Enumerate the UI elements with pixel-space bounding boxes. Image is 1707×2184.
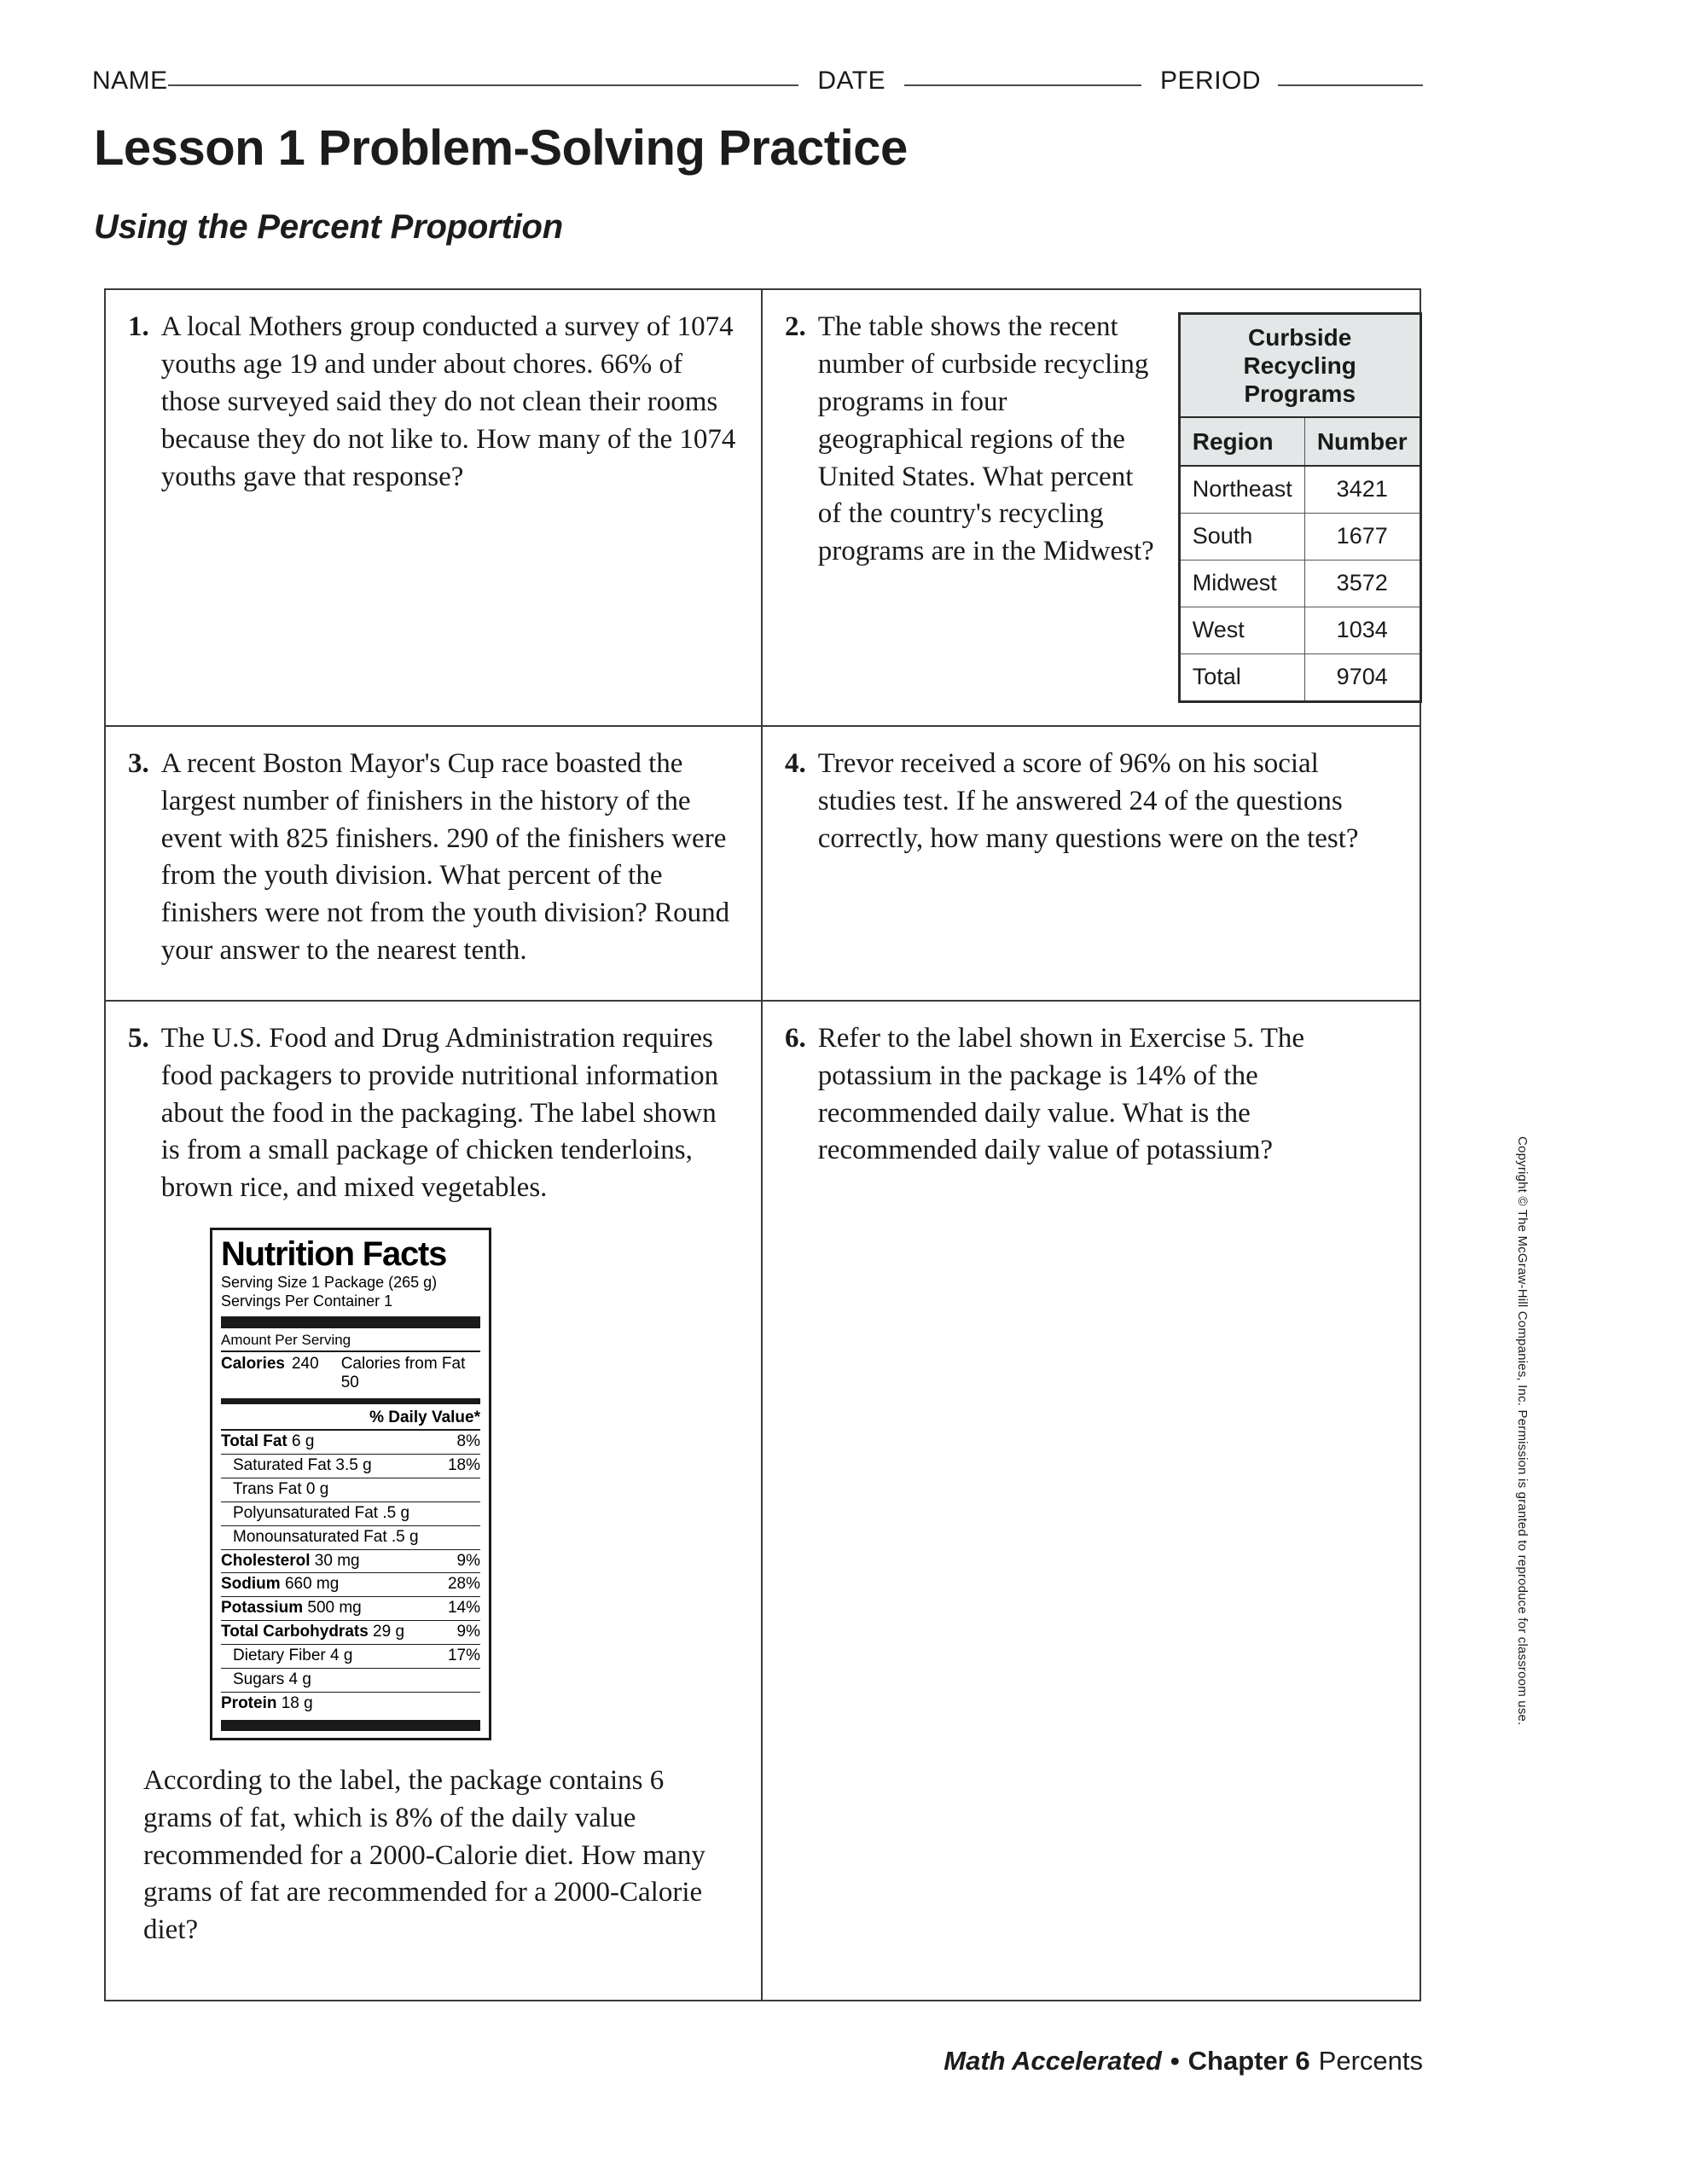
problem-1 — [128, 309, 739, 496]
exercise-row — [106, 1002, 1420, 2000]
nutrient-pct: 17% — [447, 1647, 480, 1665]
nutrient-row-total-fat — [221, 1431, 480, 1455]
period-write-in-line[interactable] — [1278, 84, 1423, 86]
period-label: PERIOD — [1160, 67, 1262, 95]
daily-value-header: % Daily Value* — [221, 1407, 480, 1431]
nutrient-row-dietary-fiber — [221, 1645, 480, 1669]
cell-number-northeast: 3421 — [1304, 466, 1420, 513]
exercise-cell-1 — [106, 290, 763, 725]
worksheet-header-fields — [92, 67, 1423, 96]
calories-label: Calories — [221, 1355, 285, 1374]
problem-4-number: 4. — [785, 747, 806, 779]
calories-from-fat: Calories from Fat 50 — [340, 1355, 466, 1392]
problem-3 — [128, 746, 739, 970]
problem-2-number: 2. — [785, 311, 806, 342]
exercise-cell-2 — [763, 290, 1420, 725]
exercise-cell-6 — [763, 1002, 1420, 2000]
nutrient-row-saturated-fat — [221, 1455, 480, 1478]
problem-5-text: The U.S. Food and Drug Administration requires food packagers to provide nutritional information about the food in the packaging. The label shown is from a small package of chicken tenderloins, brown rice, and mixed vegetables. — [160, 1022, 719, 1204]
exercise-cell-4 — [763, 727, 1420, 1000]
date-label: DATE — [817, 67, 886, 95]
cell-number-south: 1677 — [1304, 514, 1420, 561]
exercise-cell-5 — [106, 1002, 763, 2000]
nutrient-amount: Sugars 4 g — [233, 1670, 311, 1689]
footer-topic: Percents — [1318, 2046, 1423, 2076]
nutrient-amount: 29 g — [368, 1623, 405, 1641]
nutrient-row-monounsaturated-fat — [221, 1526, 480, 1550]
calories-value: 240 — [291, 1355, 319, 1374]
nutrient-amount: Polyunsaturated Fat .5 g — [233, 1503, 410, 1522]
nutrient-row-sodium — [221, 1573, 480, 1597]
nutrient-name-bold: Cholesterol — [221, 1551, 311, 1570]
exercise-cell-3 — [106, 727, 763, 1000]
problem-4-text: Trevor received a score of 96% on his social studies test. If he answered 24 of the questions correctly, how many questions were on the test? — [817, 747, 1359, 854]
cell-number-total: 9704 — [1304, 653, 1420, 701]
nutrient-amount: 500 mg — [303, 1599, 362, 1618]
nutrient-name-bold: Protein — [221, 1693, 277, 1712]
footer-book-title: Math Accelerated — [943, 2046, 1162, 2076]
problem-6-number: 6. — [785, 1022, 806, 1054]
curbside-recycling-table — [1178, 312, 1422, 703]
cell-number-midwest: 3572 — [1304, 561, 1420, 607]
nutrient-name-bold: Total Carbohydrats — [221, 1623, 369, 1641]
table-title-row — [1179, 314, 1420, 418]
nutrient-amount: Trans Fat 0 g — [233, 1479, 329, 1498]
nutrient-row-sugars — [221, 1669, 480, 1693]
nutrient-name-bold: Total Fat — [221, 1432, 287, 1451]
problem-1-number: 1. — [128, 311, 149, 342]
nutrient-row-trans-fat — [221, 1478, 480, 1502]
exercise-grid — [104, 288, 1421, 2001]
problem-6-text: Refer to the label shown in Exercise 5. The potassium in the package is 14% of the recommended daily value. What is the recommended daily value of potassium? — [817, 1022, 1305, 1166]
name-write-in-line[interactable] — [168, 84, 799, 86]
nutrient-name-bold: Potassium — [221, 1599, 304, 1618]
nutrient-amount: 660 mg — [280, 1575, 340, 1594]
amount-per-serving-label: Amount Per Serving — [221, 1332, 480, 1352]
problem-1-text: A local Mothers group conducted a survey of 1074 youths age 19 and under about chores. 66% of those surveyed said they do not clean their rooms because they do not like to. How many of the 1074 youths gave that response? — [160, 311, 736, 492]
footer-chapter: Chapter 6 — [1187, 2046, 1310, 2076]
cell-region-south: South — [1179, 514, 1304, 561]
nutrient-amount: 6 g — [287, 1432, 315, 1451]
problem-2 — [785, 309, 1408, 703]
problem-5 — [128, 1020, 739, 1207]
table-title: Curbside Recycling Programs — [1179, 314, 1420, 418]
nutrient-amount: Saturated Fat 3.5 g — [233, 1456, 372, 1475]
cell-region-total: Total — [1179, 653, 1304, 701]
problem-6 — [785, 1020, 1397, 1170]
page-subtitle: Using the Percent Proportion — [94, 208, 564, 246]
column-header-number: Number — [1304, 417, 1420, 466]
nutrient-pct: 28% — [447, 1575, 480, 1594]
nutrient-amount: 18 g — [276, 1693, 313, 1712]
nutrient-row-potassium — [221, 1597, 480, 1621]
nutrition-divider-medium — [221, 1398, 480, 1404]
nutrient-pct: 9% — [456, 1551, 480, 1570]
nutrient-pct: 14% — [447, 1599, 480, 1618]
copyright-notice: Copyright © The McGraw-Hill Companies, Inc. Permission is granted to reproduce for classroom use. — [1515, 1136, 1530, 1726]
nutrition-facts-title: Nutrition Facts — [221, 1235, 447, 1274]
table-row — [1179, 466, 1420, 513]
problem-3-number: 3. — [128, 747, 149, 779]
nutrition-divider-thick — [221, 1316, 480, 1328]
nutrient-row-protein — [221, 1693, 480, 1716]
nutrient-row-total-carbohydrates — [221, 1621, 480, 1645]
nutrient-row-polyunsaturated-fat — [221, 1502, 480, 1526]
exercise-row — [106, 727, 1420, 1002]
date-write-in-line[interactable] — [904, 84, 1141, 86]
table-header-row — [1179, 417, 1420, 466]
nutrition-divider-bottom — [221, 1720, 480, 1731]
exercise-row — [106, 290, 1420, 727]
nutrient-pct: 8% — [456, 1432, 480, 1451]
cell-region-west: West — [1179, 607, 1304, 654]
table-row — [1179, 514, 1420, 561]
page-footer — [0, 2046, 1423, 2077]
name-label: NAME — [92, 67, 168, 95]
nutrient-amount: Monounsaturated Fat .5 g — [233, 1527, 419, 1546]
calories-row — [221, 1352, 480, 1395]
cell-region-midwest: Midwest — [1179, 561, 1304, 607]
serving-size: Serving Size 1 Package (265 g) — [221, 1274, 438, 1292]
nutrient-amount: 30 mg — [310, 1551, 360, 1570]
problem-5-followup-text: According to the label, the package contains 6 grams of fat, which is 8% of the daily value recommended for a 2000-Calorie diet. How many grams of fat are recommended for a 2000-Calorie diet? — [143, 1764, 705, 1946]
cell-number-west: 1034 — [1304, 607, 1420, 654]
table-row — [1179, 653, 1420, 701]
footer-separator-dot: • — [1170, 2046, 1180, 2076]
nutrient-row-cholesterol — [221, 1550, 480, 1574]
problem-4 — [785, 746, 1397, 858]
nutrient-name-bold: Sodium — [221, 1575, 281, 1594]
servings-per-container: Servings Per Container 1 — [221, 1292, 393, 1310]
problem-3-text: A recent Boston Mayor's Cup race boasted the largest number of finishers in the history of the event with 825 finishers. 290 of the finishers were from the youth division. What percent of the finishers were not from the youth division? Round your answer to the nearest tenth. — [160, 747, 730, 967]
cell-region-northeast: Northeast — [1179, 466, 1304, 513]
problem-5-number: 5. — [128, 1022, 149, 1054]
table-row — [1179, 561, 1420, 607]
table-row — [1179, 607, 1420, 654]
column-header-region: Region — [1179, 417, 1304, 466]
nutrient-amount: Dietary Fiber 4 g — [233, 1647, 353, 1665]
nutrient-pct: 18% — [447, 1456, 480, 1475]
page-title: Lesson 1 Problem-Solving Practice — [94, 120, 908, 176]
nutrient-pct: 9% — [456, 1623, 480, 1641]
nutrition-facts-label — [210, 1228, 491, 1740]
problem-2-text: The table shows the recent number of curbside recycling programs in four geographical regions of the United States. What percent of the country's recycling programs are in the Midwest? — [817, 311, 1154, 567]
